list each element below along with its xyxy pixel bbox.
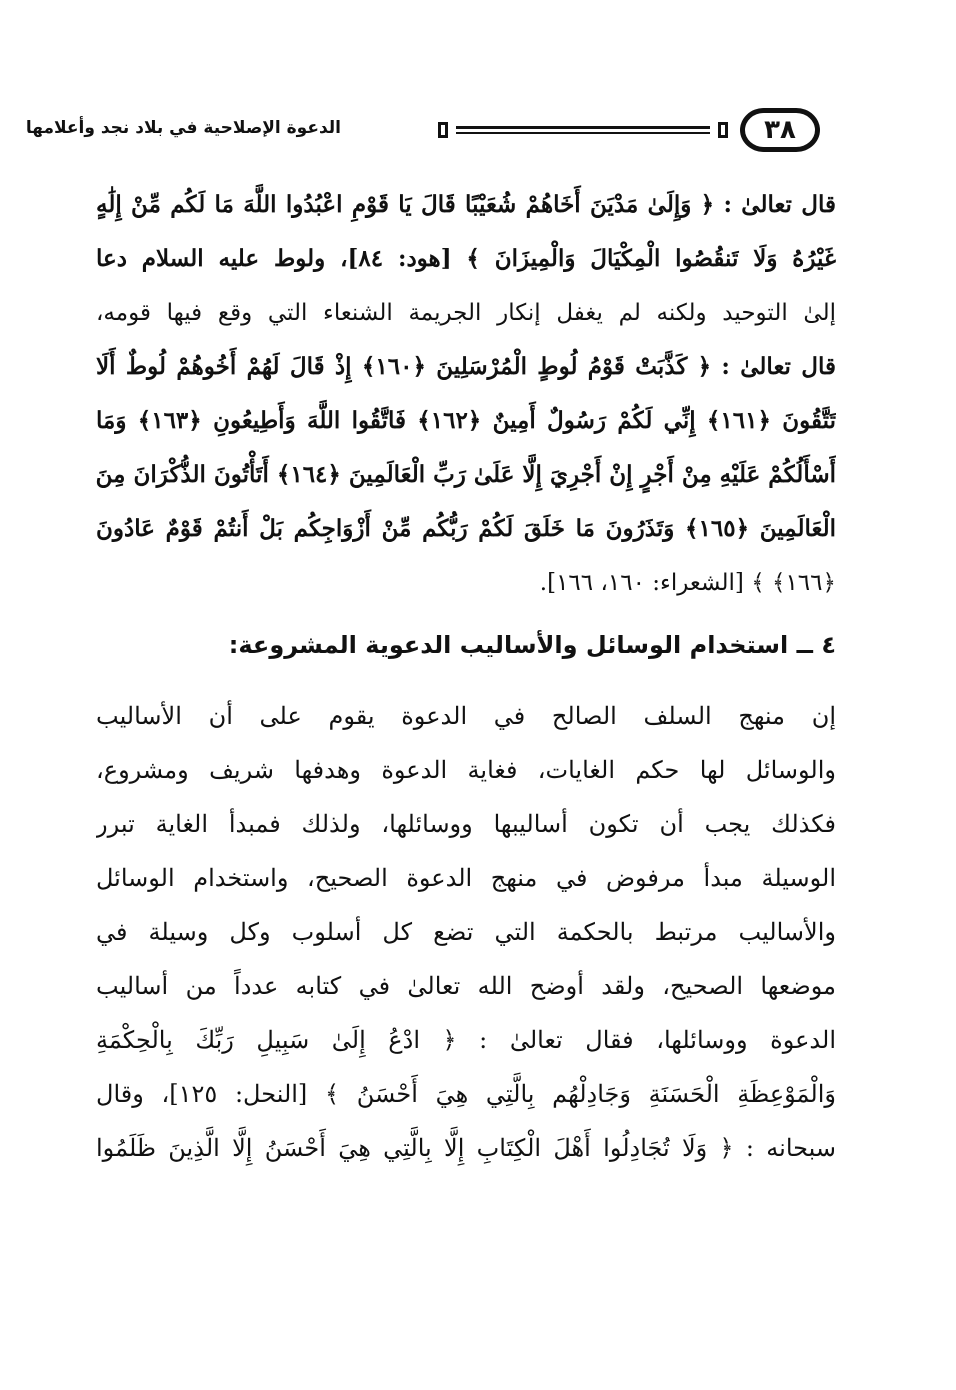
text-line: تَتَّقُونَ ﴿١٦١﴾ إِنِّي لَكُمْ رَسُولٌ أَمِينٌ ﴿١٦٢﴾ فَاتَّقُوا اللَّهَ وَأَطِيعُونِ ﴿١٦٣﴾ وَمَا: [96, 407, 836, 434]
text-line: إن منهج السلف الصالح في الدعوة يقوم على أن الأساليب: [96, 702, 836, 730]
text-line: ﴿١٦٦﴾ ﴾ [الشعراء: ١٦٠، ١٦٦].: [539, 570, 836, 596]
page-header: [25, 108, 820, 158]
section-body: [96, 688, 836, 1174]
spacer: [96, 678, 836, 688]
text-line: أَسْأَلُكُمْ عَلَيْهِ مِنْ أَجْرٍ إِنْ أَجْرِيَ إِلَّا عَلَىٰ رَبِّ الْعَالَمِينَ ﴿١٦٤﴾ أَتَأْتُونَ الذُّكْرَانَ مِنَ: [96, 461, 836, 488]
text-line: إلىٰ التوحيد ولكنه لم يغفل إنكار الجريمة الشنعاء التي وقع فيها قومه،: [96, 300, 836, 326]
rule-left-cap: [438, 122, 448, 138]
text-line: قال تعالىٰ : ﴿ وَإِلَىٰ مَدْيَنَ أَخَاهُمْ شُعَيْبًا قَالَ يَا قَوْمِ اعْبُدُوا اللَّهَ مَا لَكُم مِّنْ إِلَٰهٍ: [96, 191, 836, 218]
section-heading: ٤ ــ استخدام الوسائل والأساليب الدعوية المشروعة:: [228, 631, 836, 659]
text-line: الدعوة ووسائلها، فقال تعالىٰ : ﴿ ادْعُ إِلَىٰ سَبِيلِ رَبِّكَ بِالْحِكْمَةِ: [96, 1026, 836, 1054]
text-line: غَيْرُهُ وَلَا تَنقُصُوا الْمِكْيَالَ وَالْمِيزَانَ ﴾ [هود: ٨٤]، ولوط عليه السلام دعا: [96, 245, 836, 272]
text-line: فكذلك يجب أن تكون أساليبها ووسائلها، ولذلك فمبدأ الغاية تبرر: [96, 810, 836, 838]
page-body: [96, 178, 836, 1174]
passage-one: [96, 178, 836, 610]
header-ornament-rule: [438, 122, 728, 138]
text-line: قال تعالىٰ : ﴿ كَذَّبَتْ قَوْمُ لُوطٍ الْمُرْسَلِينَ ﴿١٦٠﴾ إِذْ قَالَ لَهُمْ أَخُوهُمْ لُوطٌ أَلَا: [96, 353, 836, 380]
running-title: الدعوة الإصلاحية في بلاد نجد وأعلامها: [25, 118, 341, 138]
text-line: سبحانه : ﴿ وَلَا تُجَادِلُوا أَهْلَ الْكِتَابِ إِلَّا بِالَّتِي هِيَ أَحْسَنُ إِلَّا الَّذِينَ ظَلَمُوا: [96, 1134, 836, 1162]
text-line: والأساليب مرتبط بالحكمة التي تضع كل أسلوب وكل وسيلة في: [96, 918, 836, 946]
rule-bar: [456, 126, 710, 134]
text-line: الْعَالَمِينَ ﴿١٦٥﴾ وَتَذَرُونَ مَا خَلَقَ لَكُمْ رَبُّكُم مِّنْ أَزْوَاجِكُم بَلْ أَنتُمْ قَوْمٌ عَادُونَ: [96, 515, 836, 542]
text-line: وَالْمَوْعِظَةِ الْحَسَنَةِ وَجَادِلْهُم بِالَّتِي هِيَ أَحْسَنُ ﴾ [النحل: ١٢٥]، وقال: [96, 1080, 836, 1108]
text-line: والوسائل لها حكم الغايات، فغاية الدعوة وهدفها شريف ومشروع،: [96, 756, 836, 784]
text-line: الوسيلة مبدأ مرفوض في منهج الدعوة الصحيح، واستخدام الوسائل: [96, 864, 836, 892]
page-number: ٣٨: [740, 108, 820, 152]
rule-right-cap: [718, 122, 728, 138]
text-line: موضعها الصحيح، ولقد أوضح الله تعالىٰ في كتابه عدداً من أساليب: [96, 972, 836, 1000]
